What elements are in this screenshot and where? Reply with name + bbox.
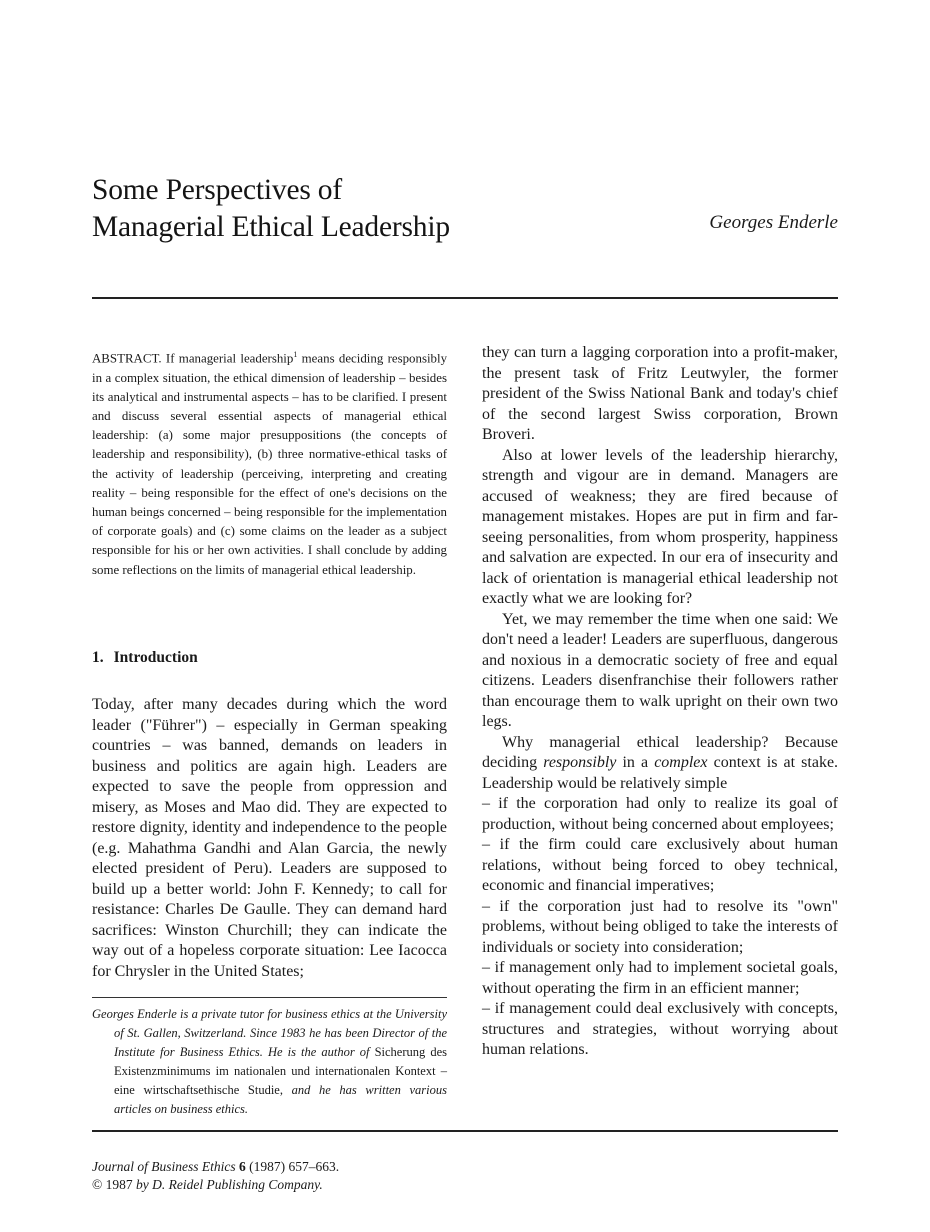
journal-line xyxy=(92,1158,339,1176)
journal-name: Journal of Business Ethics xyxy=(92,1159,236,1174)
copyright-line xyxy=(92,1176,339,1194)
title-divider xyxy=(92,297,838,299)
footnote-part-2: and he has written various articles on business ethics. xyxy=(114,1083,447,1116)
right-column xyxy=(482,343,838,1061)
p4-emphasis-responsibly: responsibly xyxy=(543,754,617,771)
author-name: Georges Enderle xyxy=(709,212,838,233)
list-item: – if the corporation had only to realize its goal of production, without being concerned about employees; xyxy=(482,795,838,833)
title-line-2: Managerial Ethical Leadership xyxy=(92,211,450,243)
journal-volume: 6 xyxy=(239,1159,246,1174)
paragraph-1: they can turn a lagging corporation into a profit-maker, the present task of Fritz Leutwyler, the former president of the Swiss National Bank and today's chief of the second largest Swiss corporation, Brown Broveri. xyxy=(482,344,838,443)
intro-paragraph xyxy=(92,695,447,982)
paragraph-3: Yet, we may remember the time when one said: We don't need a leader! Leaders are superfluous, dangerous and noxious in a democratic society of free and equal citizens. Leaders disenfranchise their followers rather than encourage them to walk upright on their own two legs. xyxy=(482,610,838,730)
p4-part-c: context is at stake. Leadership would be relatively simple xyxy=(482,754,839,792)
p4-emphasis-complex: complex xyxy=(654,754,708,771)
abstract-label: ABSTRACT. xyxy=(92,351,162,366)
section-heading xyxy=(92,649,447,667)
section-number: 1. xyxy=(92,649,104,666)
p4-part-b: in a xyxy=(622,754,649,771)
abstract xyxy=(92,345,447,580)
journal-year-pages: (1987) 657–663. xyxy=(249,1159,340,1174)
intro-text: Today, after many decades during which the word leader ("Führer") – especially in German speaking countries – was banned, demands on leaders in business and politics are again high. Leaders are expected to save the people from oppression and misery, as Moses and Mao did. They are expected to restore dignity, identity and independence to the people (e.g. Mahathma Gandhi and Alan Garcia, the newly elected president of Peru). Leaders are supposed to build up a better world: John F. Kennedy; to call for resistance: Charles De Gaulle. They can demand hard sacrifices: Winston Churchill; they can indicate the way out of a hopeless corporate situation: Lee Iacocca for Chrysler in the United States; xyxy=(92,696,447,980)
p4-part-a: Why managerial ethical leadership? Because deciding xyxy=(482,733,838,771)
footnote-divider xyxy=(92,997,447,998)
copyright: © 1987 xyxy=(92,1177,133,1192)
title-line-1: Some Perspectives of xyxy=(92,174,342,206)
author-footnote xyxy=(92,1005,447,1119)
section-title: Introduction xyxy=(113,649,198,666)
footnote-part-1: Georges Enderle is a private tutor for business ethics at the University of St. Gallen, Switzerland. Since 1983 he has been Director of the Institute for Business Ethics. He is the author of xyxy=(92,1007,447,1059)
list-item: – if management only had to implement societal goals, without operating the firm in an efficient manner; xyxy=(482,959,838,997)
list-item: – if management could deal exclusively with concepts, structures and strategies, without worrying about human relations. xyxy=(482,1000,838,1058)
journal-citation xyxy=(92,1158,339,1194)
paper-title xyxy=(92,172,450,246)
list-item: – if the corporation just had to resolve its "own" problems, without being obliged to take the interests of individuals or society into consideration; xyxy=(482,897,838,956)
abstract-text: means deciding responsibly in a complex situation, the ethical dimension of leadership – besides its analytical and instrumental aspects – has to be clarified. I present and discuss several essential aspects of managerial ethical leadership: (a) some major presuppositions (the concepts of leadership and responsibility), (b) three normative-ethical tasks of the activity of leadership (perceiving, interpreting and creating reality – being responsible for the effect of one's decisions on the human beings concerned – being responsible for the implementation of corporate goals) and (c) some claims on the leader as a subject responsible for his or her own activities. I shall conclude by adding some reflections on the limits of managerial ethical leadership. xyxy=(92,351,448,577)
paragraph-4 xyxy=(482,733,838,795)
footnote-book-title: Sicherung des Existenzminimums im nationalen und internationalen Kontext – eine wirtschaftsethische Studie, xyxy=(114,1045,447,1097)
paragraph-2: Also at lower levels of the leadership hierarchy, strength and vigour are in demand. Managers are accused of weakness; they are fired because of management mistakes. Hopes are put in firm and far-seeing personalities, from whom prosperity, happiness and salvation are expected. In our era of insecurity and lack of orientation is managerial ethical leadership not exactly what we are looking for? xyxy=(482,446,838,607)
abstract-footnote-marker: 1 xyxy=(293,350,298,359)
publisher: by D. Reidel Publishing Company. xyxy=(136,1177,323,1192)
abstract-lead: If managerial leadership xyxy=(165,351,294,366)
list-item: – if the firm could care exclusively about human relations, without being forced to obey technical, economic and financial imperatives; xyxy=(482,836,838,894)
page-bottom-divider xyxy=(92,1130,838,1132)
